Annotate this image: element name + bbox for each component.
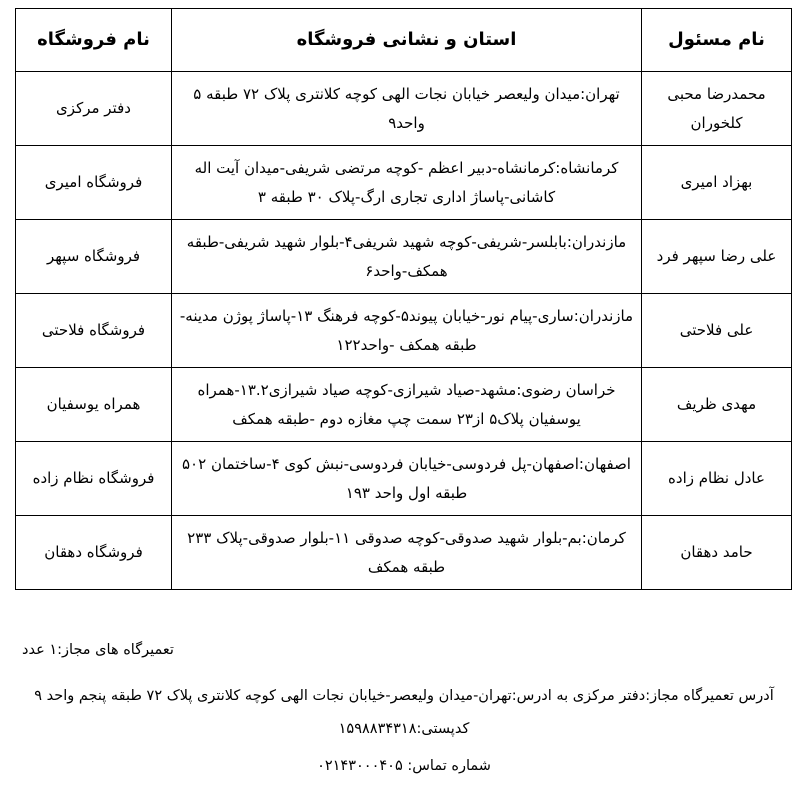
cell-address: اصفهان:اصفهان-پل فردوسی-خیابان فردوسی-نبش کوی ۴-ساختمان ۵۰۲ طبقه اول واحد ۱۹۳	[172, 442, 642, 516]
table-row	[16, 72, 792, 146]
cell-shop: دفتر مرکزی	[16, 72, 172, 146]
table-body	[16, 72, 792, 590]
footer-section	[16, 634, 792, 783]
cell-person: محمدرضا محبی کلخوران	[642, 72, 792, 146]
column-header-address: استان و نشانی فروشگاه	[172, 9, 642, 72]
cell-person: علی رضا سپهر فرد	[642, 220, 792, 294]
table-row	[16, 442, 792, 516]
cell-shop: فروشگاه نظام زاده	[16, 442, 172, 516]
cell-address: خراسان رضوی:مشهد-صیاد شیرازی-کوچه صیاد شیرازی۱۳.۲-همراه یوسفیان پلاک۵ از۲۳ سمت چپ مغازه دوم -طبقه همکف	[172, 368, 642, 442]
repair-shop-address: آدرس تعمیرگاه مجاز:دفتر مرکزی به ادرس:تهران-میدان ولیعصر-خیابان نجات الهی کوچه کلانتری پلاک ۷۲ طبقه پنجم واحد ۹ کدپستی:۱۵۹۸۸۳۴۳۱۸	[34, 687, 774, 737]
stores-table	[15, 8, 792, 590]
cell-address: مازندران:ساری-پیام نور-خیابان پیوند۵-کوچه فرهنگ ۱۳-پاساژ پوژن مدینه-طبقه همکف -واحد۱۲۲	[172, 294, 642, 368]
cell-shop: فروشگاه دهقان	[16, 516, 172, 590]
table-header-row	[16, 9, 792, 72]
table-header	[16, 9, 792, 72]
cell-person: عادل نظام زاده	[642, 442, 792, 516]
contact-phone: شماره تماس: ۰۲۱۴۳۰۰۰۴۰۵	[317, 758, 491, 775]
table-row	[16, 146, 792, 220]
cell-address: مازندران:بابلسر-شریفی-کوچه شهید شریفی۴-بلوار شهید شریفی-طبقه همکف-واحد۶	[172, 220, 642, 294]
cell-shop: فروشگاه فلاحتی	[16, 294, 172, 368]
cell-person: علی فلاحتی	[642, 294, 792, 368]
cell-shop: فروشگاه سپهر	[16, 220, 172, 294]
table-row	[16, 220, 792, 294]
cell-person: مهدی ظریف	[642, 368, 792, 442]
cell-shop: فروشگاه امیری	[16, 146, 172, 220]
column-header-shop: نام فروشگاه	[16, 9, 172, 72]
repair-shop-count: تعمیرگاه های مجاز:۱ عدد	[22, 642, 174, 659]
cell-person: بهزاد امیری	[642, 146, 792, 220]
cell-address: تهران:میدان ولیعصر خیابان نجات الهی کوچه کلانتری پلاک ۷۲ طبقه ۵ واحد۹	[172, 72, 642, 146]
table-row	[16, 368, 792, 442]
cell-shop: همراه یوسفیان	[16, 368, 172, 442]
column-header-person: نام مسئول	[642, 9, 792, 72]
cell-address: کرمانشاه:کرمانشاه-دبیر اعظم -کوچه مرتضی شریفی-میدان آیت اله کاشانی-پاساژ اداری تجاری ارگ-پلاک ۳۰ طبقه ۳	[172, 146, 642, 220]
table-row	[16, 516, 792, 590]
cell-person: حامد دهقان	[642, 516, 792, 590]
table-row	[16, 294, 792, 368]
cell-address: کرمان:بم-بلوار شهید صدوقی-کوچه صدوقی ۱۱-بلوار صدوقی-پلاک ۲۳۳ طبقه همکف	[172, 516, 642, 590]
